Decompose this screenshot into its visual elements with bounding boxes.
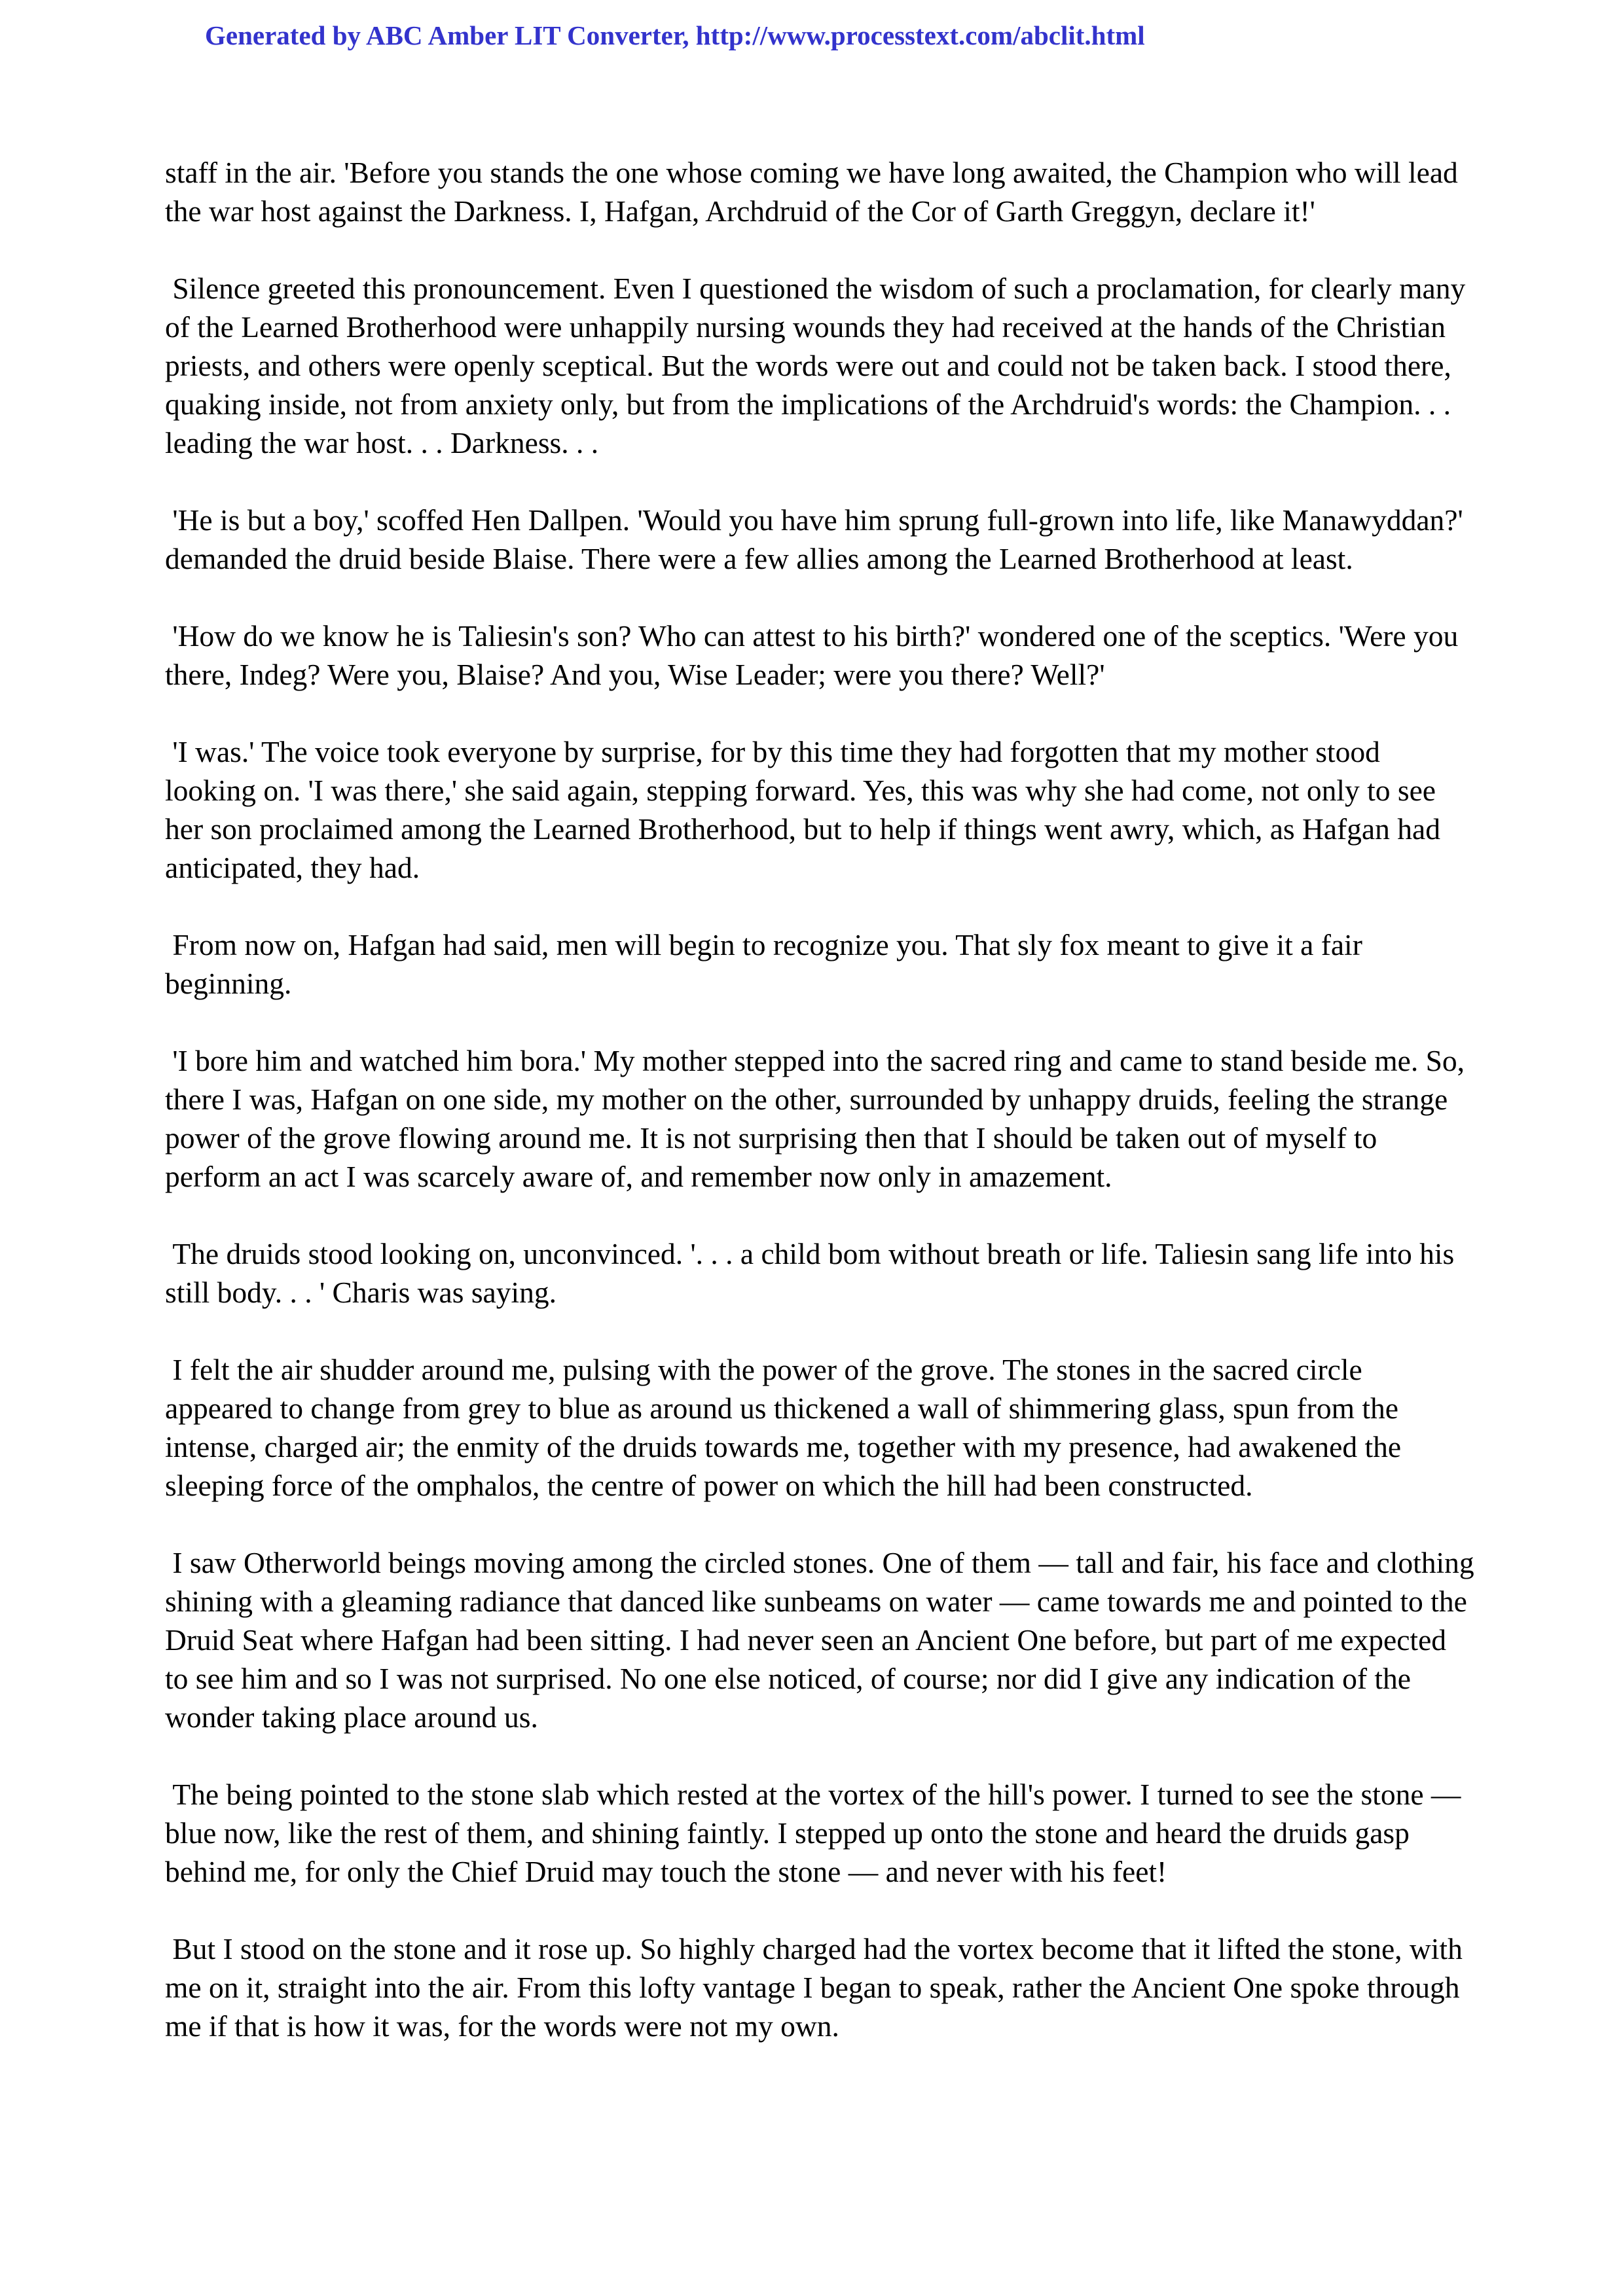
paragraph-5: 'I was.' The voice took everyone by surprise, for by this time they had forgotten that my mother stood looking on. 'I was there,' she said again, stepping forward. Yes, this was why she had come, not only to see her son proclaimed among the Learned Brotherhood, but to help if things went awry, which, as Hafgan had anticipated, they had. [165, 735, 1448, 884]
paragraph-9: I felt the air shudder around me, pulsing with the power of the grove. The stones in the sacred circle appeared to change from grey to blue as around us thickened a wall of shimmering glass, spun from the intense, charged air; the enmity of the druids towards me, together with my presence, had awakened the sleeping force of the omphalos, the centre of power on which the hill had been constructed. [165, 1353, 1409, 1502]
paragraph-2: Silence greeted this pronouncement. Even I questioned the wisdom of such a proclamation, for clearly many of the Learned Brotherhood were unhappily nursing wounds they had received at the hands of the Christian priests, and others were openly sceptical. But the words were out and could not be taken back. I stood there, quaking inside, not from anxiety only, but from the implications of the Archdruid's words: the Champion. . . leading the war host. . . Darkness. . . [165, 272, 1473, 459]
paragraph-8: The druids stood looking on, unconvinced. '. . . a child bom without breath or life. Taliesin sang life into his still body. . . ' Charis was saying. [165, 1237, 1462, 1309]
paragraph-11: The being pointed to the stone slab which rested at the vortex of the hill's power. I turned to see the stone — blue now, like the rest of them, and shining faintly. I stepped up onto the stone and heard the druids gasp behind me, for only the Chief Druid may touch the stone — and never with his feet! [165, 1778, 1468, 1888]
paragraph-10: I saw Otherworld beings moving among the circled stones. One of them — tall and fair, his face and clothing shining with a gleaming radiance that danced like sunbeams on water — came towards me and pointed to the Druid Seat where Hafgan had been sitting. I had never seen an Ancient One before, but part of me expected to see him and so I was not surprised. No one else noticed, of course; nor did I give any indication of the wonder taking place around us. [165, 1546, 1482, 1734]
converter-header: Generated by ABC Amber LIT Converter, http://www.processtext.com/abclit.html [205, 20, 1145, 50]
page-body [165, 153, 1482, 2084]
paragraph-6: From now on, Hafgan had said, men will begin to recognize you. That sly fox meant to give it a fair beginning. [165, 928, 1370, 1000]
paragraph-12: But I stood on the stone and it rose up. So highly charged had the vortex become that it lifted the stone, with me on it, straight into the air. From this lofty vantage I began to speak, rather the Ancient One spoke through me if that is how it was, for the words were not my own. [165, 1932, 1470, 2043]
paragraph-1: staff in the air. 'Before you stands the one whose coming we have long awaited, the Champion who will lead the war host against the Darkness. I, Hafgan, Archdruid of the Cor of Garth Greggyn, declare it!' [165, 156, 1466, 228]
paragraph-3: 'He is but a boy,' scoffed Hen Dallpen. 'Would you have him sprung full-grown into life, like Manawyddan?' demanded the druid beside Blaise. There were a few allies among the Learned Brotherhood at least. [165, 503, 1471, 575]
paragraph-7: 'I bore him and watched him bora.' My mother stepped into the sacred ring and came to stand beside me. So, there I was, Hafgan on one side, my mother on the other, surrounded by unhappy druids, feeling the strange power of the grove flowing around me. It is not surprising then that I should be taken out of myself to perform an act I was scarcely aware of, and remember now only in amazement. [165, 1044, 1472, 1193]
paragraph-4: 'How do we know he is Taliesin's son? Who can attest to his birth?' wondered one of the sceptics. 'Were you there, Indeg? Were you, Blaise? And you, Wise Leader; were you there? Well?' [165, 619, 1466, 691]
